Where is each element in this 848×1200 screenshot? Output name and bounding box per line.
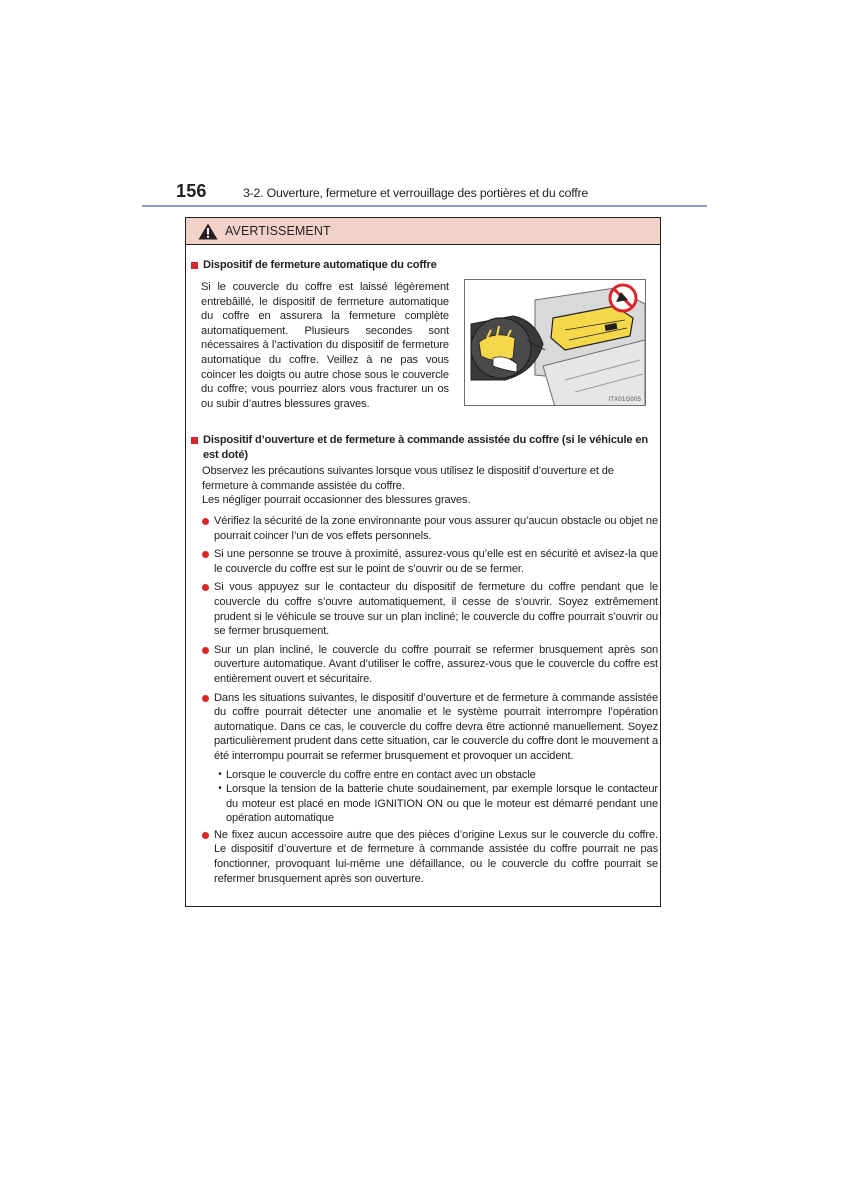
warning-title: AVERTISSEMENT [225,224,331,238]
red-square-marker [191,262,198,269]
warning-triangle-icon [198,223,218,240]
illustration-code: ITX01G005 [608,397,641,403]
section2-intro-line2: Les négliger pourrait occasionner des blessures graves. [202,494,471,507]
red-bullet-icon [202,551,209,558]
bullet-list [202,510,658,886]
section-title: 3-2. Ouverture, fermeture et verrouillage des portières et du coffre [243,186,589,200]
section2-intro [202,464,657,508]
red-bullet-icon [202,695,209,702]
section2-heading: Dispositif d’ouverture et de fermeture à commande assistée du coffre (si le véhicule en est doté) [191,433,657,462]
header-rule [142,205,707,207]
section1-paragraph: Si le couvercle du coffre est laissé légèrement entrebâillé, le dispositif de fermeture automatique du coffre en assurera la fermeture complète automatiquement. Plusieurs secondes sont nécessaires à l’activation du dispositif de fermeture automatique du coffre. Veillez à ne pas vous coincer les doigts ou autre chose sous le couvercle du coffre; vous pourriez alors vous fracturer un os ou subir d’autres blessures graves. [201,281,449,410]
list-item: Ne fixez aucun accessoire autre que des pièces d’origine Lexus sur le couvercle du coffre. Le dispositif d’ouverture et de fermeture à commande assistée du coffre pourrait ne pas fonctionner, provoquant lui-même une défaillance, ou le couvercle du coffre pourrait se refermer brusquement après son ouverture. [202,828,658,886]
sub-list-item: • Lorsque la tension de la batterie chute soudainement, par exemple lorsque le contacteur du moteur est placé en mode IGNITION ON ou que le moteur est démarré pendant une opération automatique [214,782,658,826]
red-bullet-icon [202,647,209,654]
red-square-marker [191,437,198,444]
sub-bullet-marker: • [218,768,222,780]
list-item: Si vous appuyez sur le contacteur du dispositif de fermeture du coffre pendant que le couvercle du coffre s’ouvre automatiquement, il cesse de s’ouvrir. Soyez extrêmement prudent si le véhicule se trouve sur un plan incliné; le couvercle du coffre pourrait s’ouvrir ou se fermer brusquement. [202,580,658,638]
page-number: 156 [176,181,207,201]
warning-header [186,218,660,245]
sub-bullet-list [202,768,658,826]
section2-intro-line1: Observez les précautions suivantes lorsque vous utilisez le dispositif d’ouverture et de fermeture à commande assistée du coffre. [202,465,614,492]
list-item: Sur un plan incliné, le couvercle du coffre pourrait se refermer brusquement après son ouverture automatique. Avant d’utiliser le coffre, assurez-vous que le couvercle du coffre est entièrement ouvert et sécuritaire. [202,643,658,687]
trunk-lid-drawing [465,280,646,406]
list-item: Vérifiez la sécurité de la zone environnante pour vous assurer qu’aucun obstacle ou objet ne pourrait coincer l’un de vos effets personnels. [202,514,658,543]
warning-box [185,217,661,907]
section1-heading: Dispositif de fermeture automatique du coffre [191,258,651,273]
list-item: Dans les situations suivantes, le dispositif d’ouverture et de fermeture à commande assistée du coffre pourrait détecter une anomalie et le système pourrait interrompre l’opération automatique. Dans ce cas, le couvercle du coffre devra être actionné manuellement. Soyez particulièrement prudent dans cette situation, car le couvercle du coffre dont le mouvement a été interrompu pourrait se refermer brusquement et provoquer un accident. [202,691,658,764]
red-bullet-icon [202,584,209,591]
red-bullet-icon [202,832,209,839]
trunk-closing-illustration [464,279,646,406]
list-item: Si une personne se trouve à proximité, assurez-vous qu’elle est en sécurité et avisez-la que le couvercle du coffre est sur le point de s’ouvrir ou de se fermer. [202,547,658,576]
red-bullet-icon [202,518,209,525]
sub-bullet-marker: • [218,783,222,795]
sub-list-item: • Lorsque le couvercle du coffre entre en contact avec un obstacle [214,768,658,783]
